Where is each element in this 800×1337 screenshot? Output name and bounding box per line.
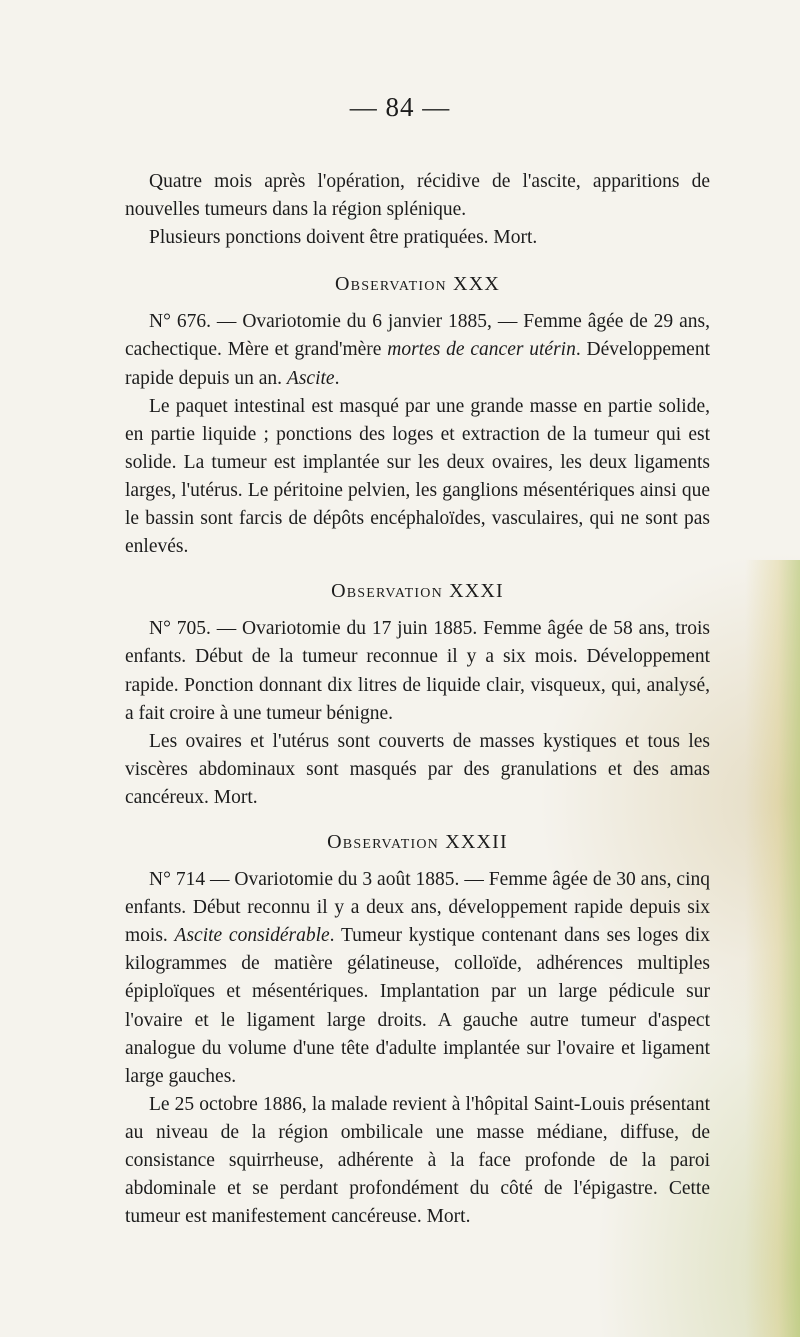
observation-31-paragraph-1: N° 705. — Ovariotomie du 17 juin 1885. Femme âgée de 58 ans, trois enfants. Début de la tumeur reconnue il y a six mois. Développement rapide. Ponction donnant dix litres de liquide clair, visqueux, qui, analysé, a fait croire à une tumeur bénigne.	[125, 618, 710, 724]
page-number: — 84 —	[349, 92, 451, 122]
intro-paragraph-2: Plusieurs ponctions doivent être pratiquées. Mort.	[149, 227, 538, 249]
page-body	[125, 168, 710, 1231]
observation-31-paragraph-2: Les ovaires et l'utérus sont couverts de masses kystiques et tous les viscères abdominaux sont masqués par des granulations et des amas cancéreux. Mort.	[125, 730, 710, 808]
observation-30-heading: Observation XXX	[335, 273, 500, 296]
observation-32-heading: Observation XXXII	[327, 830, 508, 853]
observation-30-paragraph-2: Le paquet intestinal est masqué par une grande masse en partie solide, en partie liquide ; ponctions des loges et extraction de la tumeur qui est solide. La tumeur est implantée sur les deux ovaires, les deux ligaments larges, l'utérus. Le péritoine pelvien, les ganglions mésentériques ainsi que le bassin sont farcis de dépôts encéphaloïdes, vasculaires, qui ne sont pas enlevés.	[125, 395, 710, 558]
observation-30-paragraph-1: N° 676. — Ovariotomie du 6 janvier 1885, — Femme âgée de 29 ans, cachectique. Mère et grand'mère mortes de cancer utérin. Développement rapide depuis un an. Ascite.	[125, 311, 710, 389]
observation-32-paragraph-2: Le 25 octobre 1886, la malade revient à l'hôpital Saint-Louis présentant au niveau de la région ombilicale une masse médiane, diffuse, de consistance squirrheuse, adhérente à la face profonde de la paroi abdominale et se perdant profondément du côté de l'épigastre. Cette tumeur est manifestement cancéreuse. Mort.	[125, 1093, 710, 1228]
observation-32-paragraph-1: N° 714 — Ovariotomie du 3 août 1885. — Femme âgée de 30 ans, cinq enfants. Début reconnu il y a deux ans, développement rapide depuis six mois. Ascite considérable. Tumeur kystique contenant dans ses loges dix kilogrammes de matière gélatineuse, colloïde, adhérences multiples épiploïques et mésentériques. Implantation par un large pédicule sur l'ovaire et le ligament large droits. A gauche autre tumeur d'aspect analogue du volume d'une tête d'adulte implantée sur l'ovaire et ligament large gauches.	[125, 869, 710, 1087]
page-edge-stain	[745, 560, 800, 1337]
observation-31-heading: Observation XXXI	[331, 580, 504, 603]
intro-paragraph-1: Quatre mois après l'opération, récidive de l'ascite, apparitions de nouvelles tumeurs dans la région splénique.	[125, 171, 710, 221]
